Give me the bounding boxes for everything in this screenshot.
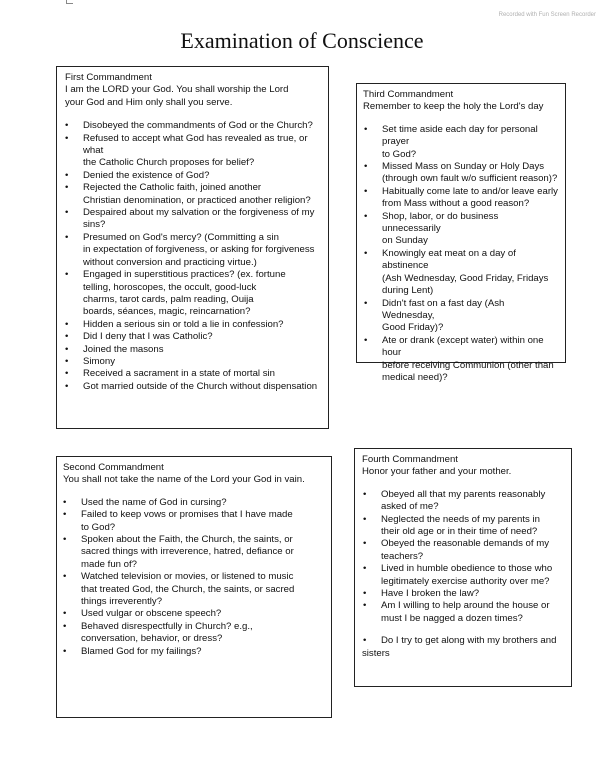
item-line: (through own fault w/o sufficient reason)? — [382, 173, 558, 185]
item-line: • Hidden a serious sin or told a lie in confession? — [83, 318, 284, 330]
item-line: • Received a sacrament in a state of mortal sin — [83, 368, 275, 380]
item-line: • Have I broken the law? — [381, 588, 480, 600]
item-line: on Sunday — [382, 235, 428, 247]
list-item — [83, 269, 322, 319]
item-line: • Refused to accept what God has revealed as true, or what — [83, 132, 308, 157]
list-item — [83, 120, 322, 132]
third-commandment-list — [363, 124, 559, 385]
list-item — [83, 232, 322, 269]
item-line: that treated God, the Church, the saints, or sacred — [81, 583, 295, 595]
item-line: the Catholic Church proposes for belief? — [83, 157, 255, 169]
list-item — [81, 509, 325, 534]
item-line: • Behaved disrespectfully in Church? e.g., — [81, 620, 253, 632]
item-line: teachers? — [381, 550, 424, 562]
list-item — [83, 381, 322, 393]
list-item — [381, 538, 565, 563]
item-line: • Do I try to get along with my brothers and — [381, 635, 557, 647]
item-line: • Used the name of God in cursing? — [81, 496, 227, 508]
fourth-commandment-box — [354, 448, 572, 687]
item-line: sisters — [362, 647, 390, 659]
list-item — [83, 133, 322, 170]
first-commandment-subtitle — [65, 84, 322, 109]
list-item — [382, 211, 559, 248]
list-item — [83, 170, 322, 182]
list-item — [382, 335, 559, 385]
fourth-commandment-last — [362, 635, 565, 660]
item-line: • Blamed God for my failings? — [81, 645, 202, 657]
item-line: charms, tarot cards, palm reading, Ouija — [83, 293, 254, 305]
list-item — [382, 124, 559, 161]
list-item — [381, 514, 565, 539]
item-line: • Knowingly eat meat on a day of abstinence — [382, 247, 516, 272]
list-item — [83, 319, 322, 331]
fourth-commandment-heading: Fourth Commandment — [362, 454, 458, 465]
list-item — [81, 621, 325, 646]
item-line: things irreverently? — [81, 596, 163, 608]
list-item — [382, 248, 559, 298]
item-line: • Didn't fast on a fast day (Ash Wednesday, — [382, 297, 505, 321]
item-line: • Watched television or movies, or listened to music — [81, 571, 294, 583]
item-line: from Mass without a good reason? — [382, 198, 530, 210]
item-line: • Engaged in superstitious practices? (ex. fortune — [83, 269, 286, 281]
item-line: • Disobeyed the commandments of God or the Church? — [83, 120, 313, 132]
item-line: asked of me? — [381, 501, 439, 513]
item-line: • Did I deny that I was Catholic? — [83, 331, 213, 343]
item-line: sacred things with irreverence, hatred, defiance or — [81, 546, 294, 558]
item-line: telling, horoscopes, the occult, good-luck — [83, 281, 257, 293]
item-line: • Obeyed the reasonable demands of my — [381, 538, 549, 550]
list-item — [81, 608, 325, 620]
third-commandment-subtitle: Remember to keep the holy the Lord's day — [363, 101, 544, 113]
list-item — [381, 588, 565, 600]
fourth-commandment-subtitle: Honor your father and your mother. — [362, 466, 512, 478]
subtitle-line: I am the LORD your God. You shall worship the Lord — [65, 84, 289, 96]
item-line: legitimately exercise authority over me? — [381, 575, 550, 587]
corner-mark — [66, 0, 73, 4]
list-item — [362, 635, 565, 660]
item-line: • Obeyed all that my parents reasonably — [381, 488, 546, 500]
item-line: made fun of? — [81, 558, 138, 570]
list-item — [381, 563, 565, 588]
item-line: • Joined the masons — [83, 343, 164, 355]
third-commandment-heading: Third Commandment — [363, 89, 454, 100]
list-item — [81, 497, 325, 509]
list-item — [81, 646, 325, 658]
list-item — [382, 186, 559, 211]
page-title: Examination of Conscience — [180, 28, 424, 53]
list-item — [81, 534, 325, 571]
list-item — [382, 161, 559, 186]
item-line: • Missed Mass on Sunday or Holy Days — [382, 161, 545, 173]
first-commandment-list — [65, 120, 322, 393]
item-line: • Presumed on God's mercy? (Committing a sin — [83, 231, 279, 243]
item-line: (Ash Wednesday, Good Friday, Fridays — [382, 272, 549, 284]
item-line: Christian denomination, or practiced another religion? — [83, 194, 311, 206]
item-line: Good Friday)? — [382, 322, 444, 334]
item-line: without conversion and practicing virtue.) — [83, 256, 257, 268]
item-line: to God? — [382, 148, 417, 160]
item-line: • Got married outside of the Church without dispensation — [83, 380, 318, 392]
item-line: • Lived in humble obedience to those who — [381, 563, 553, 575]
first-commandment-heading: First Commandment — [65, 72, 152, 83]
item-line: • Shop, labor, or do business unnecessarily — [382, 210, 499, 235]
item-line: • Ate or drank (except water) within one hour — [382, 334, 544, 359]
item-line: sins? — [83, 219, 106, 231]
list-item — [382, 298, 559, 335]
item-line: • Neglected the needs of my parents in — [381, 513, 540, 525]
second-commandment-heading: Second Commandment — [63, 462, 164, 473]
item-line: conversation, behavior, or dress? — [81, 633, 223, 645]
item-line: must I be nagged a dozen times? — [381, 612, 523, 624]
item-line: • Rejected the Catholic faith, joined another — [83, 182, 262, 194]
item-line: • Spoken about the Faith, the Church, the saints, or — [81, 534, 293, 546]
third-commandment-box — [356, 83, 566, 383]
list-item — [381, 489, 565, 514]
item-line: during Lent) — [382, 285, 434, 297]
item-line: • Am I willing to help around the house or — [381, 600, 550, 612]
list-item — [83, 356, 322, 368]
first-commandment-box — [56, 66, 329, 429]
item-line: • Habitually come late to and/or leave early — [382, 185, 558, 197]
watermark: Recorded with Fun Screen Recorder — [498, 12, 596, 18]
item-line: their old age or in their time of need? — [381, 526, 538, 538]
item-line: • Used vulgar or obscene speech? — [81, 608, 222, 620]
list-item — [81, 571, 325, 608]
second-commandment-box — [56, 456, 332, 718]
list-item — [83, 207, 322, 232]
list-item — [83, 344, 322, 356]
list-item — [83, 182, 322, 207]
item-line: • Denied the existence of God? — [83, 169, 210, 181]
item-line: in expectation of forgiveness, or asking for forgiveness — [83, 244, 315, 256]
list-item — [83, 368, 322, 380]
item-line: • Set time aside each day for personal prayer — [382, 123, 538, 148]
second-commandment-list — [63, 497, 325, 658]
item-line: to God? — [81, 521, 116, 533]
item-line: before receiving Communion (other than — [382, 359, 554, 371]
second-commandment-subtitle: You shall not take the name of the Lord your God in vain. — [63, 474, 305, 486]
fourth-commandment-list — [362, 489, 565, 625]
item-line: • Simony — [83, 355, 115, 367]
item-line: boards, séances, magic, reincarnation? — [83, 306, 251, 318]
list-item — [83, 331, 322, 343]
subtitle-line: your God and Him only shall you serve. — [65, 96, 233, 108]
item-line: medical need)? — [382, 371, 448, 383]
item-line: • Despaired about my salvation or the forgiveness of my — [83, 207, 315, 219]
list-item — [381, 600, 565, 625]
item-line: • Failed to keep vows or promises that I have made — [81, 509, 293, 521]
